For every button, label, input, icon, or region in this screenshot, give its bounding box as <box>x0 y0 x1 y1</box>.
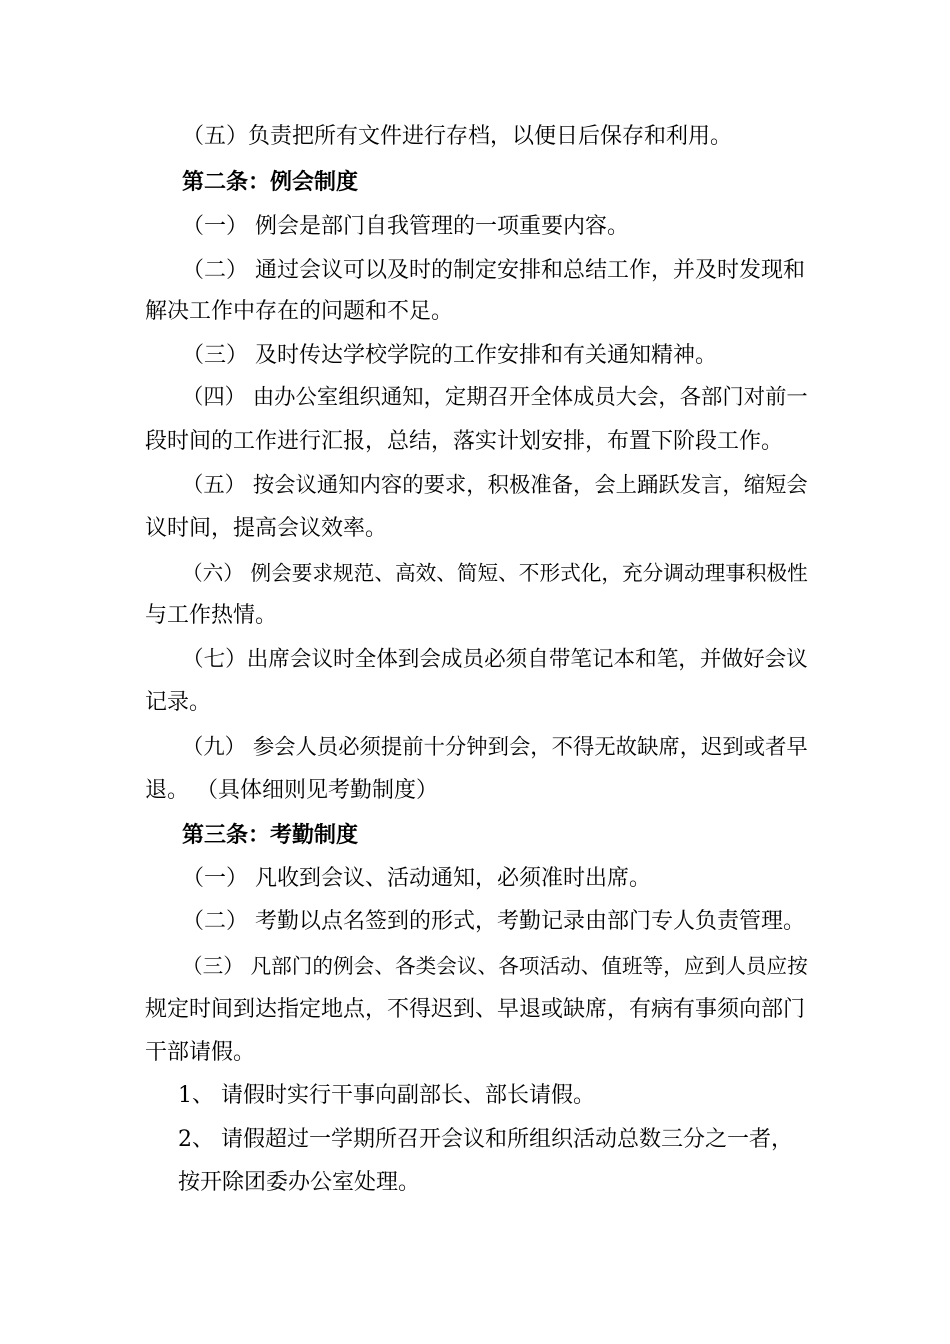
clause-2-item-5-cont: 议时间，提高会议效率。 <box>145 516 388 541</box>
clause-3-subitem-2-cont: 按开除团委办公室处理。 <box>178 1170 421 1195</box>
clause-2-item-1: （一） 例会是部门自我管理的一项重要内容。 <box>182 214 629 239</box>
clause-3-item-1: （一） 凡收到会议、活动通知，必须准时出席。 <box>182 866 651 891</box>
clause-2-item-4-cont: 段时间的工作进行汇报，总结，落实计划安排，布置下阶段工作。 <box>145 429 784 454</box>
clause-2-item-6-cont: 与工作热情。 <box>145 603 278 628</box>
clause-2-item-4: （四） 由办公室组织通知，定期召开全体成员大会，各部门对前一 <box>182 385 808 410</box>
section-heading-2: 第二条：例会制度 <box>182 169 359 195</box>
clause-3-item-3: （三） 凡部门的例会、各类会议、各项活动、值班等，应到人员应按 <box>182 954 808 978</box>
clause-3-item-3-cont: 规定时间到达指定地点，不得迟到、早退或缺席，有病有事须向部门 <box>145 997 806 1022</box>
clause-3-item-2: （二） 考勤以点名签到的形式，考勤记录由部门专人负责管理。 <box>182 909 805 934</box>
clause-3-item-3-cont-2: 干部请假。 <box>145 1040 256 1065</box>
clause-2-item-7: （七）出席会议时全体到会成员必须自带笔记本和笔，并做好会议 <box>182 647 808 672</box>
clause-2-item-5: （五） 按会议通知内容的要求，积极准备，会上踊跃发言，缩短会 <box>182 473 808 498</box>
clause-2-item-2-cont: 解决工作中存在的问题和不足。 <box>145 299 454 324</box>
clause-2-item-9-cont: 退。 （具体细则见考勤制度） <box>145 778 438 803</box>
clause-2-item-2: （二） 通过会议可以及时的制定安排和总结工作，并及时发现和 <box>182 258 805 283</box>
clause-2-item-9: （九） 参会人员必须提前十分钟到会，不得无故缺席，迟到或者早 <box>182 735 808 760</box>
clause-3-subitem-1: 1、 请假时实行干事向副部长、部长请假。 <box>178 1083 595 1108</box>
clause-2-item-6: （六） 例会要求规范、高效、简短、不形式化，充分调动理事积极性 <box>182 561 808 585</box>
clause-1-item-5: （五）负责把所有文件进行存档，以便日后保存和利用。 <box>182 124 733 149</box>
clause-2-item-7-cont: 记录。 <box>145 690 212 715</box>
clause-2-item-3: （三） 及时传达学校学院的工作安排和有关通知精神。 <box>182 343 717 368</box>
section-heading-3: 第三条：考勤制度 <box>182 822 359 848</box>
clause-3-subitem-2: 2、 请假超过一学期所召开会议和所组织活动总数三分之一者， <box>178 1127 793 1152</box>
